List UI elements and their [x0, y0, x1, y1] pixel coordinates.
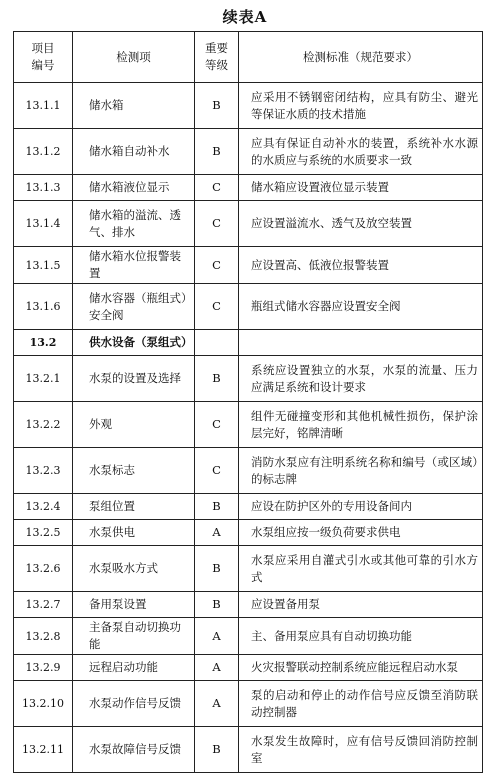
row-check-item: 储水箱水位报警装置 — [73, 247, 195, 284]
row-standard: 应设置备用泵 — [239, 592, 483, 618]
row-check-item: 泵组位置 — [73, 494, 195, 520]
row-check-item: 水泵供电 — [73, 520, 195, 546]
table-row — [14, 175, 483, 201]
row-level: C — [195, 402, 239, 448]
row-number: 13.1.6 — [14, 284, 73, 330]
row-number: 13.1.4 — [14, 201, 73, 247]
row-check-item: 主备泵自动切换功能 — [73, 618, 195, 655]
row-number: 13.1.2 — [14, 129, 73, 175]
row-check-item: 水泵故障信号反馈 — [73, 727, 195, 773]
row-level: A — [195, 618, 239, 655]
table-row — [14, 284, 483, 330]
row-standard: 水泵组应按一级负荷要求供电 — [239, 520, 483, 546]
row-number: 13.2.7 — [14, 592, 73, 618]
row-level: C — [195, 284, 239, 330]
row-level: B — [195, 83, 239, 129]
row-standard: 主、备用泵应具有自动切换功能 — [239, 618, 483, 655]
row-check-item: 水泵吸水方式 — [73, 546, 195, 592]
row-number: 13.2.1 — [14, 356, 73, 402]
row-level: A — [195, 681, 239, 727]
header-importance-level: 重要 等级 — [195, 32, 239, 83]
row-check-item: 水泵标志 — [73, 448, 195, 494]
row-check-item: 水泵的设置及选择 — [73, 356, 195, 402]
row-level: B — [195, 494, 239, 520]
row-level: B — [195, 727, 239, 773]
row-standard: 储水箱应设置液位显示装置 — [239, 175, 483, 201]
row-level: B — [195, 356, 239, 402]
table-row — [14, 247, 483, 284]
row-level — [195, 330, 239, 356]
row-standard: 消防水泵应有注明系统名称和编号（或区域）的标志牌 — [239, 448, 483, 494]
row-standard: 瓶组式储水容器应设置安全阀 — [239, 284, 483, 330]
table-row — [14, 520, 483, 546]
row-number: 13.2.6 — [14, 546, 73, 592]
row-number: 13.2.2 — [14, 402, 73, 448]
row-standard: 水泵发生故障时，应有信号反馈回消防控制室 — [239, 727, 483, 773]
row-check-item: 水泵动作信号反馈 — [73, 681, 195, 727]
table-row — [14, 618, 483, 655]
table-row — [14, 402, 483, 448]
table-row — [14, 494, 483, 520]
row-check-item: 远程启动功能 — [73, 655, 195, 681]
row-standard: 应采用不锈钢密闭结构，应具有防尘、避光等保证水质的技术措施 — [239, 83, 483, 129]
header-check-item: 检测项 — [73, 32, 195, 83]
row-number: 13.2.4 — [14, 494, 73, 520]
row-number: 13.2.10 — [14, 681, 73, 727]
row-level: B — [195, 546, 239, 592]
table-row — [14, 655, 483, 681]
row-number: 13.2.5 — [14, 520, 73, 546]
table-row — [14, 201, 483, 247]
table-row — [14, 448, 483, 494]
row-standard: 水泵应采用自灌式引水或其他可靠的引水方式 — [239, 546, 483, 592]
row-standard: 系统应设置独立的水泵，水泵的流量、压力应满足系统和设计要求 — [239, 356, 483, 402]
table-row — [14, 356, 483, 402]
table-row — [14, 546, 483, 592]
header-item-number: 项目 编号 — [14, 32, 73, 83]
row-check-item: 外观 — [73, 402, 195, 448]
row-check-item: 备用泵设置 — [73, 592, 195, 618]
row-check-item: 储水箱液位显示 — [73, 175, 195, 201]
row-standard: 应设置高、低液位报警装置 — [239, 247, 483, 284]
table-row — [14, 83, 483, 129]
row-check-item: 供水设备（泵组式） — [73, 330, 195, 356]
row-level: C — [195, 448, 239, 494]
row-number: 13.2.3 — [14, 448, 73, 494]
inspection-table — [13, 31, 483, 773]
row-number: 13.1.1 — [14, 83, 73, 129]
table-row — [14, 129, 483, 175]
row-check-item: 储水箱自动补水 — [73, 129, 195, 175]
row-number: 13.1.3 — [14, 175, 73, 201]
header-row — [14, 32, 483, 83]
row-standard — [239, 330, 483, 356]
row-check-item: 储水箱 — [73, 83, 195, 129]
row-standard: 应设置溢流水、透气及放空装置 — [239, 201, 483, 247]
row-number: 13.2.9 — [14, 655, 73, 681]
row-level: A — [195, 520, 239, 546]
row-level: B — [195, 592, 239, 618]
row-level: C — [195, 247, 239, 284]
row-level: C — [195, 201, 239, 247]
table-row — [14, 681, 483, 727]
row-level: B — [195, 129, 239, 175]
row-standard: 泵的启动和停止的动作信号应反馈至消防联动控制器 — [239, 681, 483, 727]
row-number: 13.1.5 — [14, 247, 73, 284]
row-standard: 应设在防护区外的专用设备间内 — [239, 494, 483, 520]
table-row — [14, 592, 483, 618]
table-row — [14, 330, 483, 356]
header-standard: 检测标准（规范要求） — [239, 32, 483, 83]
row-standard: 火灾报警联动控制系统应能远程启动水泵 — [239, 655, 483, 681]
row-number: 13.2 — [14, 330, 73, 356]
row-number: 13.2.11 — [14, 727, 73, 773]
row-level: C — [195, 175, 239, 201]
row-check-item: 储水容器（瓶组式）安全阀 — [73, 284, 195, 330]
row-standard: 组件无碰撞变形和其他机械性损伤，保护涂层完好，铭牌清晰 — [239, 402, 483, 448]
row-check-item: 储水箱的溢流、透气、排水 — [73, 201, 195, 247]
table-row — [14, 727, 483, 773]
row-standard: 应具有保证自动补水的装置，系统补水水源的水质应与系统的水质要求一致 — [239, 129, 483, 175]
table-title: 续表A — [222, 8, 268, 26]
row-level: A — [195, 655, 239, 681]
row-number: 13.2.8 — [14, 618, 73, 655]
